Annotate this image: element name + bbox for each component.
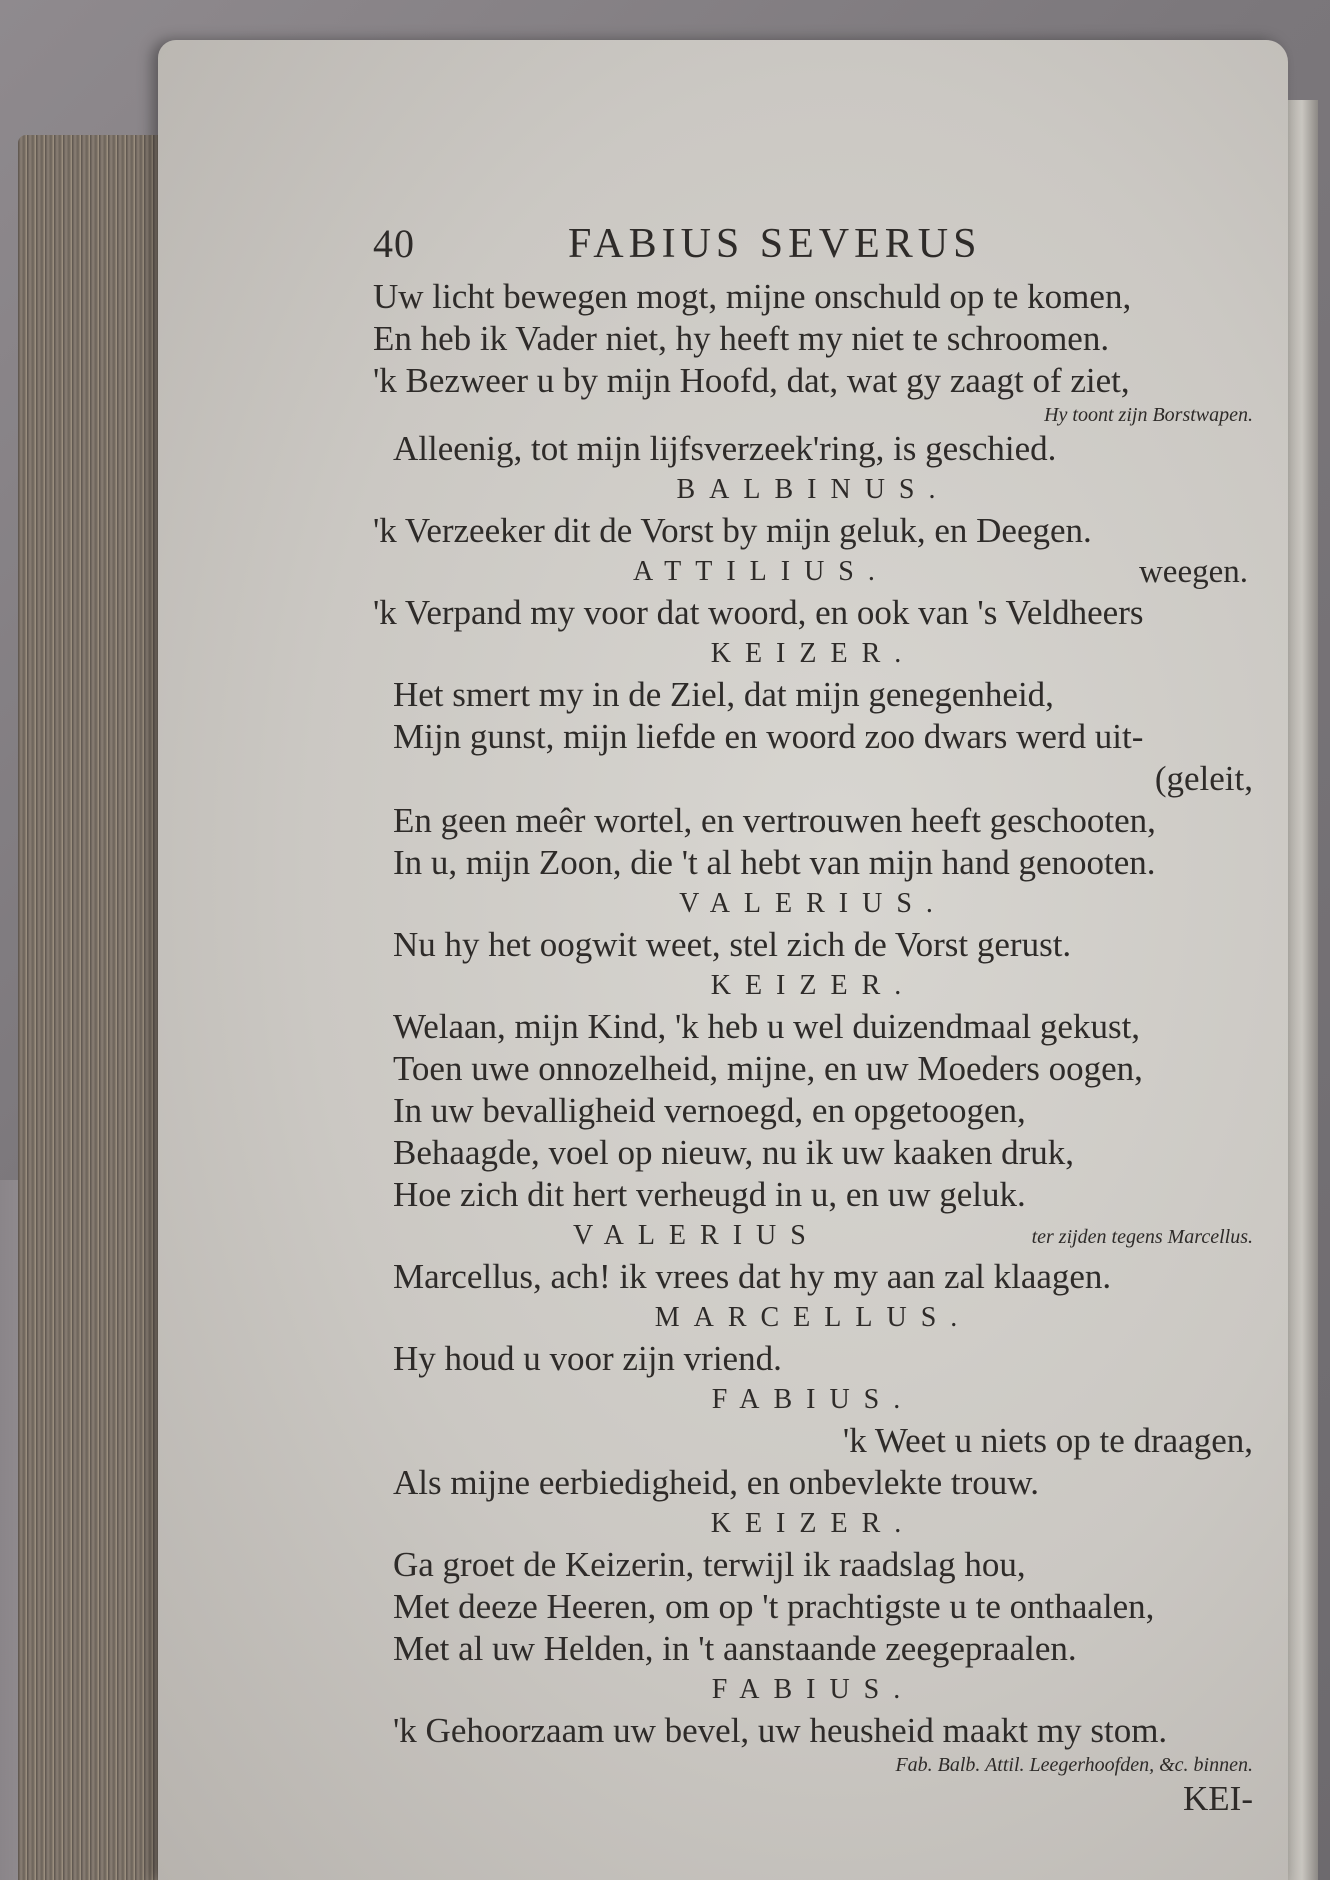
stage-direction: Hy toont zijn Borstwapen. bbox=[1044, 404, 1253, 426]
running-title: FABIUS SEVERUS bbox=[568, 221, 982, 267]
carryover-word: (geleit, bbox=[1154, 759, 1253, 798]
verse-line: Hoe zich dit hert verheugd in u, en uw geluk. bbox=[393, 1175, 1026, 1214]
verse-line: 'k Verzeeker dit de Vorst by mijn geluk, en Deegen. bbox=[373, 511, 1092, 550]
verse-line: Met deeze Heeren, om op 't prachtigste u te onthaalen, bbox=[393, 1587, 1155, 1626]
page-text bbox=[373, 220, 1253, 1820]
verse-line: 'k Verpand my voor dat woord, en ook van 's Veldheers bbox=[373, 593, 1144, 632]
speaker-name: MARCELLUS. bbox=[654, 1302, 972, 1333]
speaker-name: BALBINUS. bbox=[676, 474, 950, 505]
carryover-word: weegen. bbox=[1138, 554, 1248, 590]
verse-line: En heb ik Vader niet, hy heeft my niet te schroomen. bbox=[373, 319, 1110, 358]
speaker-with-aside bbox=[373, 1216, 1253, 1256]
stage-direction: ter zijden tegens Marcellus. bbox=[1031, 1226, 1253, 1248]
speaker-name: FABIUS. bbox=[711, 1384, 915, 1415]
speaker-name: KEIZER. bbox=[710, 1508, 916, 1539]
speaker-name: VALERIUS bbox=[573, 1220, 820, 1251]
verse-line: Nu hy het oogwit weet, stel zich de Vorst gerust. bbox=[393, 925, 1072, 964]
page-number: 40 bbox=[373, 221, 415, 266]
verse-line: Marcellus, ach! ik vrees dat hy my aan zal klaagen. bbox=[393, 1257, 1112, 1296]
verse-line: In uw bevalligheid vernoegd, en opgetoogen, bbox=[393, 1091, 1026, 1130]
verse-line: 'k Bezweer u by mijn Hoofd, dat, wat gy zaagt of ziet, bbox=[373, 361, 1130, 400]
speaker-name: FABIUS. bbox=[711, 1674, 915, 1705]
verse-line: Welaan, mijn Kind, 'k heb u wel duizendmaal gekust, bbox=[393, 1007, 1141, 1046]
verse-line: Uw licht bewegen mogt, mijne onschuld op te komen, bbox=[373, 277, 1132, 316]
verse-line: Ga groet de Keizerin, terwijl ik raadslag hou, bbox=[393, 1545, 1026, 1584]
book-page bbox=[158, 40, 1288, 1880]
book bbox=[18, 40, 1318, 1880]
speaker-name: VALERIUS. bbox=[679, 888, 947, 919]
speaker-name: KEIZER. bbox=[710, 638, 916, 669]
catchword: KEI- bbox=[1183, 1779, 1253, 1818]
verse-line: Hy houd u voor zijn vriend. bbox=[393, 1339, 782, 1378]
verse-line: Alleenig, tot mijn lijfsverzeek'ring, is geschied. bbox=[393, 429, 1057, 468]
verse-line: En geen meêr wortel, en vertrouwen heeft geschooten, bbox=[393, 801, 1156, 840]
verse-line: Als mijne eerbiedigheid, en onbevlekte trouw. bbox=[393, 1463, 1040, 1502]
speaker-name: ATTILIUS. bbox=[633, 556, 889, 587]
verse-line: In u, mijn Zoon, die 't al hebt van mijn hand genooten. bbox=[393, 843, 1156, 882]
verse-line: Toen uwe onnozelheid, mijne, en uw Moeders oogen, bbox=[393, 1049, 1143, 1088]
verse-line: 'k Gehoorzaam uw bevel, uw heusheid maakt my stom. bbox=[393, 1711, 1168, 1750]
verse-line: Behaagde, voel op nieuw, nu ik uw kaaken druk, bbox=[393, 1133, 1075, 1172]
verse-line: Mijn gunst, mijn liefde en woord zoo dwars werd uit- bbox=[393, 717, 1144, 756]
verse-line: Het smert my in de Ziel, dat mijn genegenheid, bbox=[393, 675, 1054, 714]
speaker-name: KEIZER. bbox=[710, 970, 916, 1001]
stage-direction: Fab. Balb. Attil. Leegerhoofden, &c. binnen. bbox=[895, 1754, 1253, 1776]
page-header bbox=[373, 220, 1253, 276]
speaker-with-carryover bbox=[373, 552, 1253, 592]
verse-line: 'k Weet u niets op te draagen, bbox=[842, 1421, 1253, 1460]
verse-line: Met al uw Helden, in 't aanstaande zeegepraalen. bbox=[393, 1629, 1077, 1668]
